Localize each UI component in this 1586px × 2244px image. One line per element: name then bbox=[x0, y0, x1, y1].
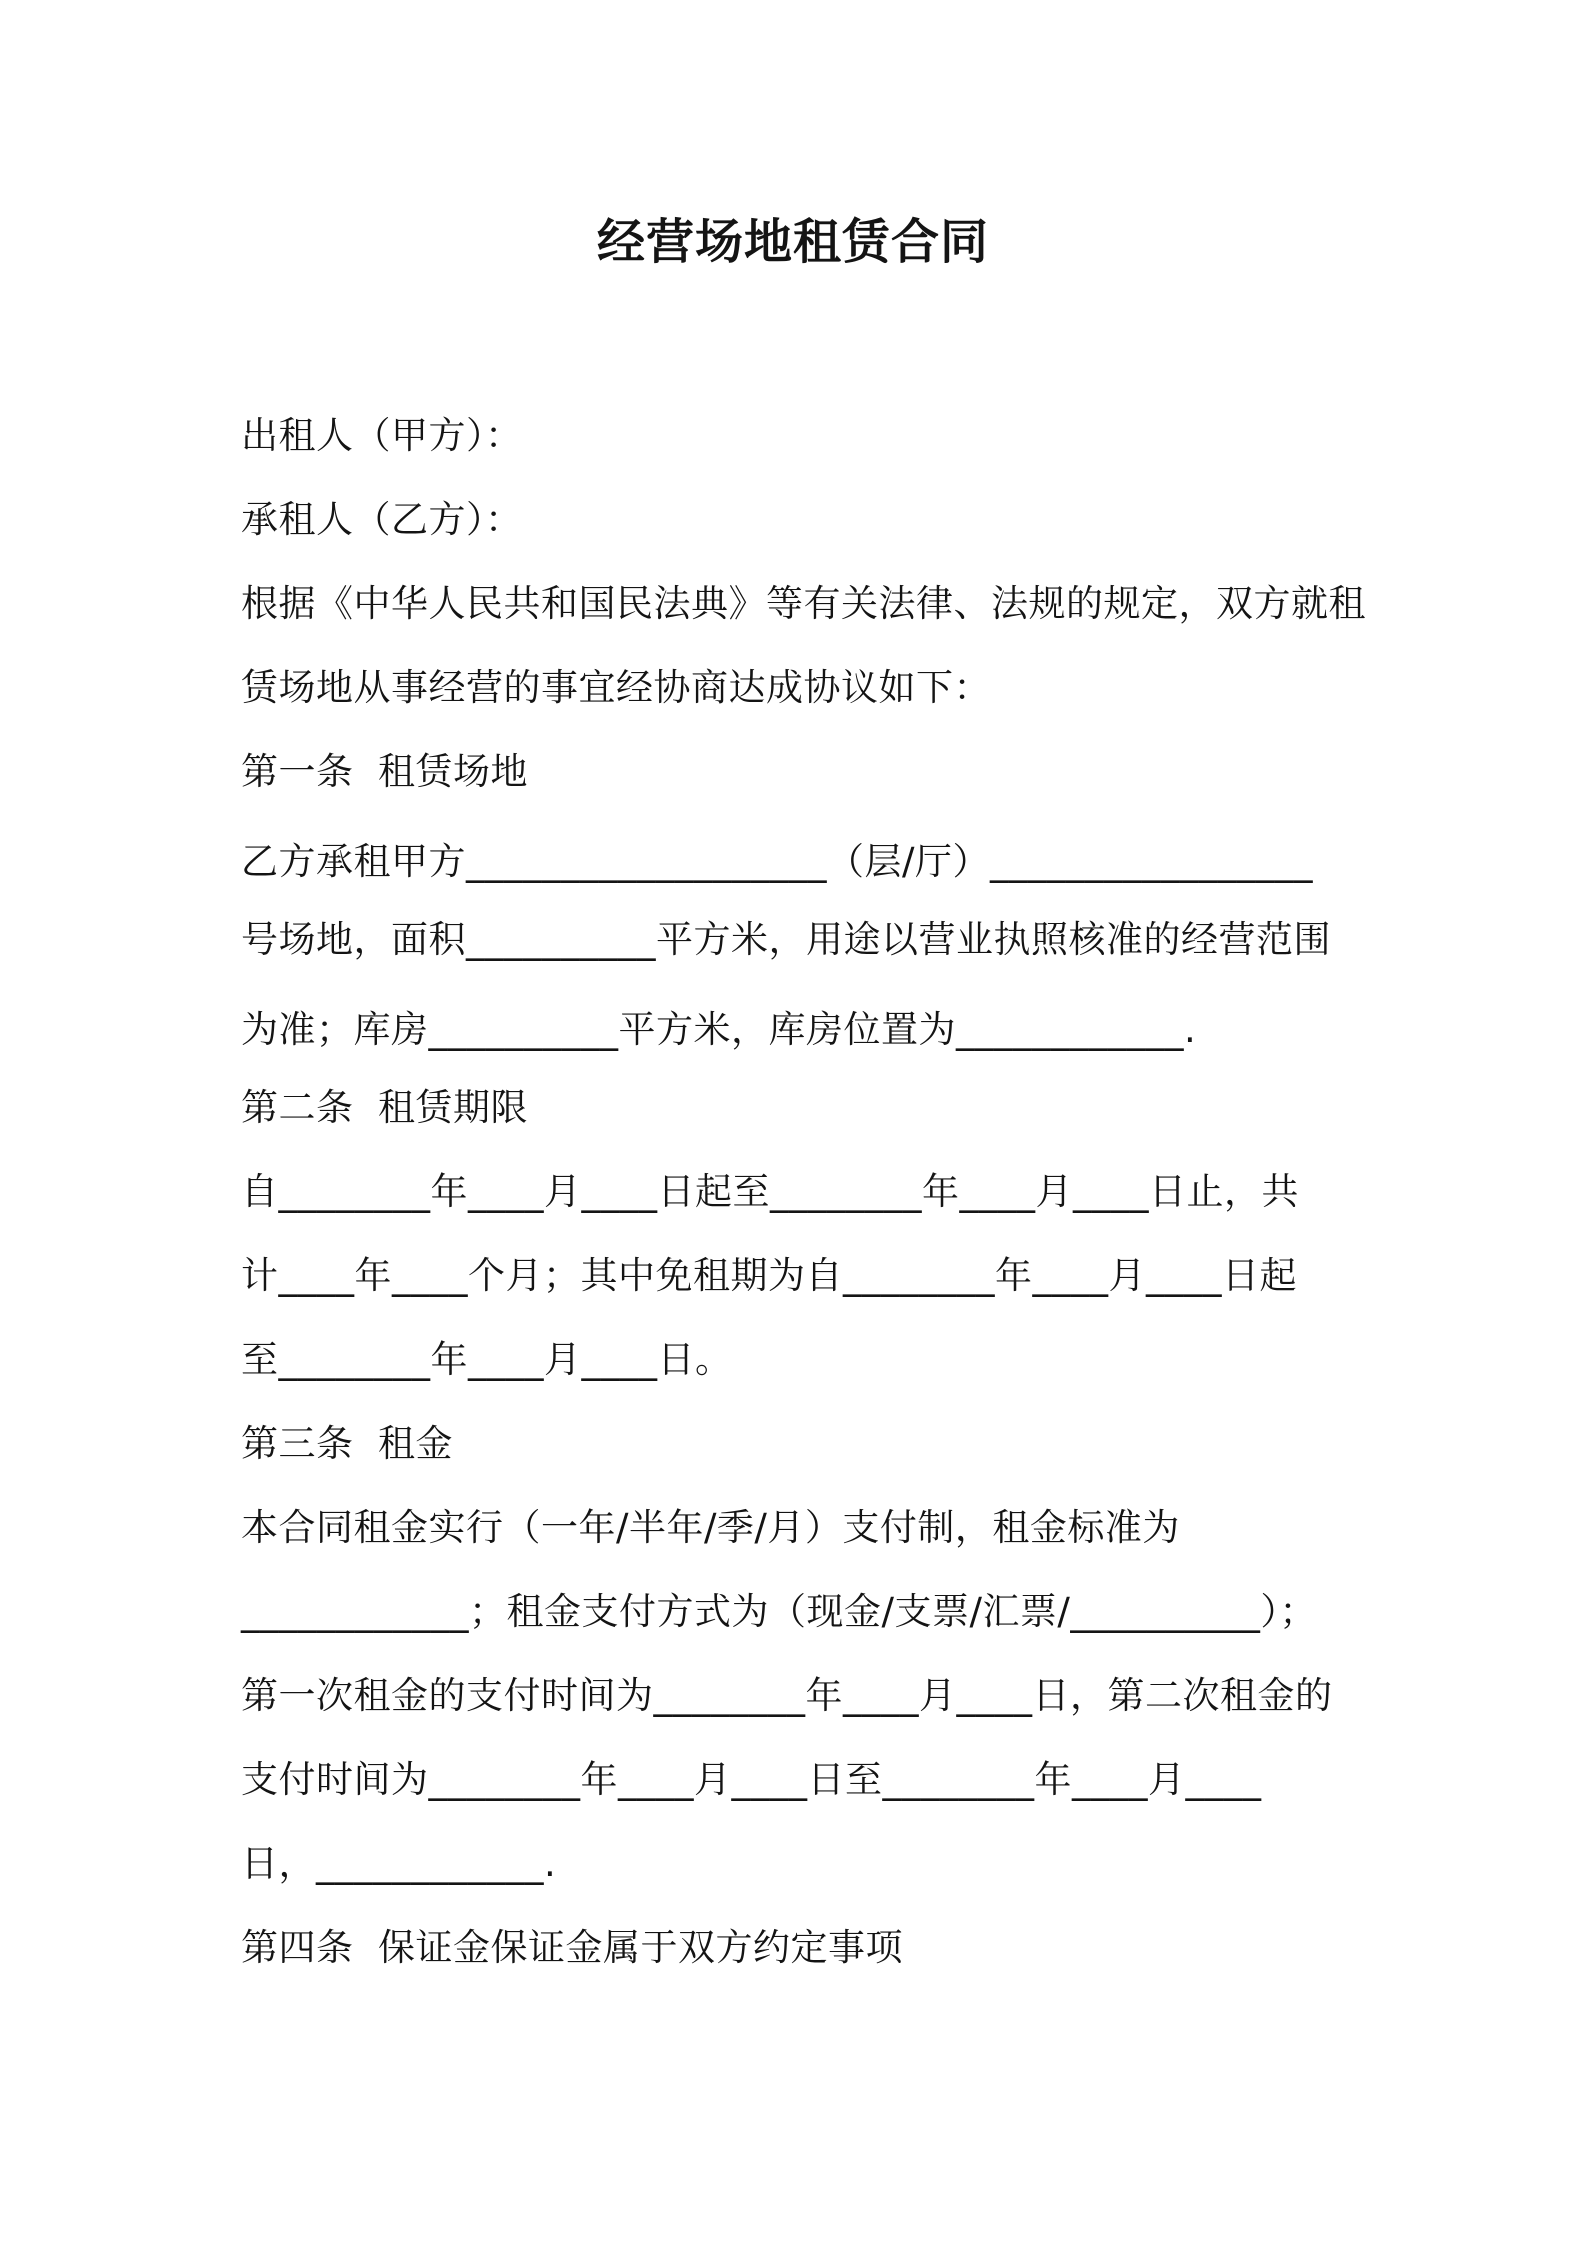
article-1-text-line-2: 号场地，面积__________平方米，用途以营业执照核准的经营范围 bbox=[241, 918, 1331, 961]
article-3-text-line-3: 第一次租金的支付时间为________年____月____日，第二次租金的 bbox=[241, 1674, 1333, 1717]
article-1-text-line-3: 为准；库房__________平方米，库房位置为____________. bbox=[241, 1008, 1197, 1051]
lessor-line: 出租人（甲方）： bbox=[241, 414, 523, 457]
article-3-text-line-5: 日，____________. bbox=[241, 1842, 557, 1885]
document-title: 经营场地租赁合同 bbox=[596, 214, 989, 270]
article-1-text-line-1: 乙方承租甲方___________________（层/厅）_________________ bbox=[241, 840, 1313, 883]
article-1-heading: 第一条 租赁场地 bbox=[241, 750, 529, 793]
lessee-line: 承租人（乙方）： bbox=[241, 498, 523, 541]
preamble-line-1: 根据《中华人民共和国民法典》等有关法律、法规的规定，双方就租 bbox=[241, 582, 1366, 625]
preamble-line-2: 赁场地从事经营的事宜经协商达成协议如下： bbox=[241, 666, 991, 709]
article-3-text-line-4: 支付时间为________年____月____日至________年____月____ bbox=[241, 1758, 1262, 1801]
article-3-heading: 第三条 租金 bbox=[241, 1422, 454, 1465]
article-3-text-line-2: ____________；租金支付方式为（现金/支票/汇票/__________）； bbox=[241, 1590, 1317, 1633]
article-2-text-line-3: 至________年____月____日。 bbox=[241, 1338, 733, 1381]
article-2-text-line-1: 自________年____月____日起至________年____月____日止，共 bbox=[241, 1170, 1299, 1213]
article-3-text-line-1: 本合同租金实行（一年/半年/季/月）支付制，租金标准为 bbox=[241, 1506, 1180, 1549]
article-2-text-line-2: 计____年____个月；其中免租期为自________年____月____日起 bbox=[241, 1254, 1297, 1297]
article-2-heading: 第二条 租赁期限 bbox=[241, 1086, 529, 1129]
article-4-heading: 第四条 保证金保证金属于双方约定事项 bbox=[241, 1926, 904, 1969]
